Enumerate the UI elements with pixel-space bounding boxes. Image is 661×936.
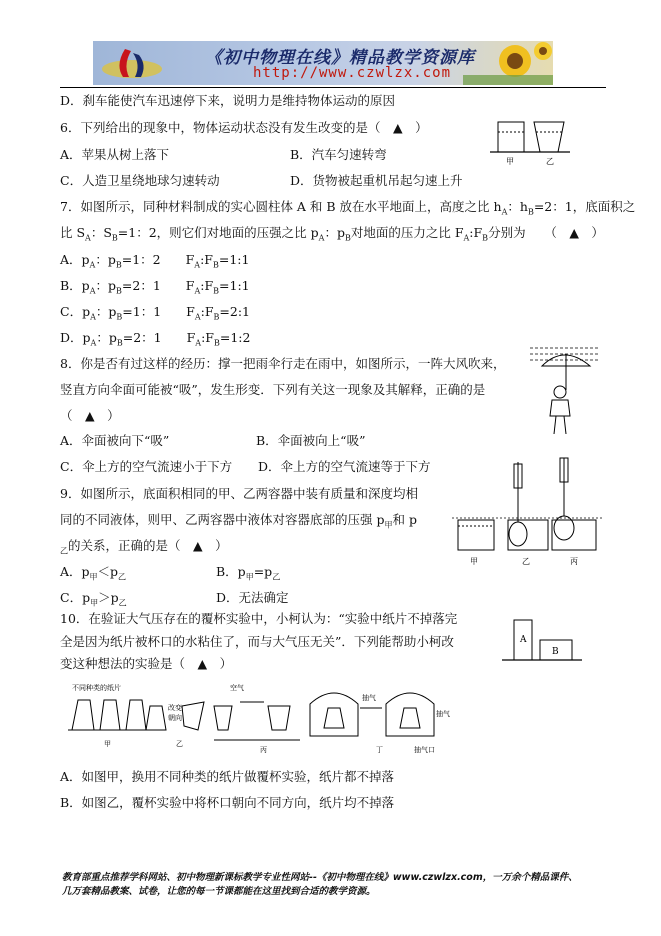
q5-option-d: D．刹车能使汽车迅速停下来，说明力是维持物体运动的原因 — [60, 93, 396, 108]
q7-cylinders-figure — [500, 614, 584, 664]
q9-stem-line3: $_乙$的关系，正确的是（ ▲ ） — [60, 538, 228, 556]
q10-label-jia: 甲 — [104, 740, 111, 748]
q10-air-label: 空气 — [230, 684, 244, 692]
q8-option-d[interactable]: D．伞上方的空气流速等于下方 — [258, 459, 431, 474]
q6-figure-containers — [488, 114, 572, 168]
q10-paper-label: 不同种类的纸片 — [72, 684, 121, 692]
q10-figure-experiments — [64, 680, 456, 758]
q7-option-c[interactable]: C．$p_A$：$p_B=1$：1 $F_A:F_B=2:1$ — [60, 304, 250, 322]
q6-label-yi: 乙 — [546, 157, 554, 166]
q10-direction-label: 朝向 — [168, 714, 182, 722]
q8-option-a[interactable]: A．伞面被向下“吸” — [60, 433, 170, 448]
header-banner — [93, 41, 553, 85]
q8-option-c[interactable]: C．伞上方的空气流速小于下方 — [60, 459, 233, 474]
q10-pump-label-1: 抽气 — [362, 694, 376, 702]
q8-stem-line1: 8．你是否有过这样的经历：撑一把雨伞行走在雨中，如图所示，一阵大风吹来， — [60, 356, 506, 371]
q9-option-b[interactable]: B．$p_甲=p_乙$ — [216, 564, 281, 582]
q8-option-b[interactable]: B．伞面被向上“吸” — [256, 433, 366, 448]
q10-change-label: 改变 — [168, 704, 182, 712]
footer-line-1: 教育部重点推荐学科网站、初中物理新课标教学专业性网站--《初中物理在线》www.czwlzx.com，一万余个精品课件、 — [62, 872, 578, 883]
q10-label-yi: 乙 — [176, 740, 183, 748]
q10-stem-line2: 全是因为纸片被杯口的水粘住了，而与大气压无关”．下列能帮助小柯改 — [60, 634, 454, 649]
q6-label-jia: 甲 — [506, 157, 514, 166]
q7-option-a[interactable]: A．$p_A$：$p_B=1$：2 $F_A:F_B=1:1$ — [60, 252, 250, 270]
q8-stem-line3: （ ▲ ） — [60, 408, 120, 423]
sunflower-icon — [463, 41, 553, 85]
q6-option-d[interactable]: D．货物被起重机吊起匀速上升 — [290, 173, 463, 188]
q7-option-b[interactable]: B．$p_A$：$p_B=2$：1 $F_A:F_B=1:1$ — [60, 278, 250, 296]
q6-option-b[interactable]: B．汽车匀速转弯 — [290, 147, 387, 162]
q10-label-bing: 丙 — [260, 746, 267, 754]
q9-figure-containers — [452, 452, 604, 570]
banner-title: 《初中物理在线》精品教学资源库 — [205, 48, 475, 68]
q8-stem-line2: 竖直方向伞面可能被“吸”，发生形变．下列有关这一现象及其解释，正确的是 — [60, 382, 486, 397]
q6-option-c[interactable]: C．人造卫星绕地球匀速转动 — [60, 173, 220, 188]
q9-option-d[interactable]: D．无法确定 — [216, 590, 289, 605]
q9-option-c[interactable]: C．$p_甲>p_乙$ — [60, 590, 127, 608]
q10-label-ding: 丁 — [376, 746, 383, 754]
q10-pump-port-label: 抽气口 — [414, 746, 435, 754]
q9-stem-line1: 9．如图所示，底面积相同的甲、乙两容器中装有质量和深度均相 — [60, 486, 418, 501]
site-logo-icon — [97, 43, 167, 83]
q10-option-b[interactable]: B．如图乙，覆杯实验中将杯口朝向不同方向，纸片均不掉落 — [60, 795, 395, 810]
q9-label-yi: 乙 — [522, 557, 530, 566]
q9-label-jia: 甲 — [470, 557, 478, 566]
q6-stem: 6．下列给出的现象中，物体运动状态没有发生改变的是（ ▲ ） — [60, 120, 428, 135]
q6-option-a[interactable]: A．苹果从树上落下 — [60, 147, 170, 162]
q9-option-a[interactable]: A．$p_甲<p_乙$ — [60, 564, 127, 582]
q7-stem-line1: 7．如图所示，同种材料制成的实心圆柱体 A 和 B 放在水平地面上，高度之比 $h_A$：$h_B=2$：1，底面积之 — [60, 199, 636, 217]
q10-pump-label-2: 抽气 — [436, 710, 450, 718]
footer-line-2: 几万套精品教案、试卷，让您的每一节课都能在这里找到合适的教学资源。 — [62, 886, 376, 897]
q10-stem-line3: 变这种想法的实验是（ ▲ ） — [60, 656, 233, 671]
q9-stem-line2: 同的不同液体，则甲、乙两容器中液体对容器底部的压强 $p_甲$和 p — [60, 512, 417, 530]
cylinder-a-label: A — [520, 635, 527, 645]
banner-url[interactable]: http://www.czwlzx.com — [253, 65, 452, 81]
q9-label-bing: 丙 — [570, 557, 578, 566]
q7-stem-line2: 比 $S_A$：$S_B=1$：2，则它们对地面的压强之比 $p_A$：$p_B$对地面的压力之比 $F_A:F_B$分别为 （ ▲ ） — [60, 225, 604, 243]
q7-option-d[interactable]: D．$p_A$：$p_B=2$：1 $F_A:F_B=1:2$ — [60, 330, 251, 348]
q10-option-a[interactable]: A．如图甲，换用不同种类的纸片做覆杯实验，纸片都不掉落 — [60, 769, 395, 784]
header-rule — [60, 87, 606, 88]
cylinder-b-label: B — [552, 647, 559, 657]
q10-stem-line1: 10．在验证大气压存在的覆杯实验中，小柯认为：“实验中纸片不掉落完 — [60, 611, 458, 626]
q8-umbrella-figure — [528, 340, 602, 440]
